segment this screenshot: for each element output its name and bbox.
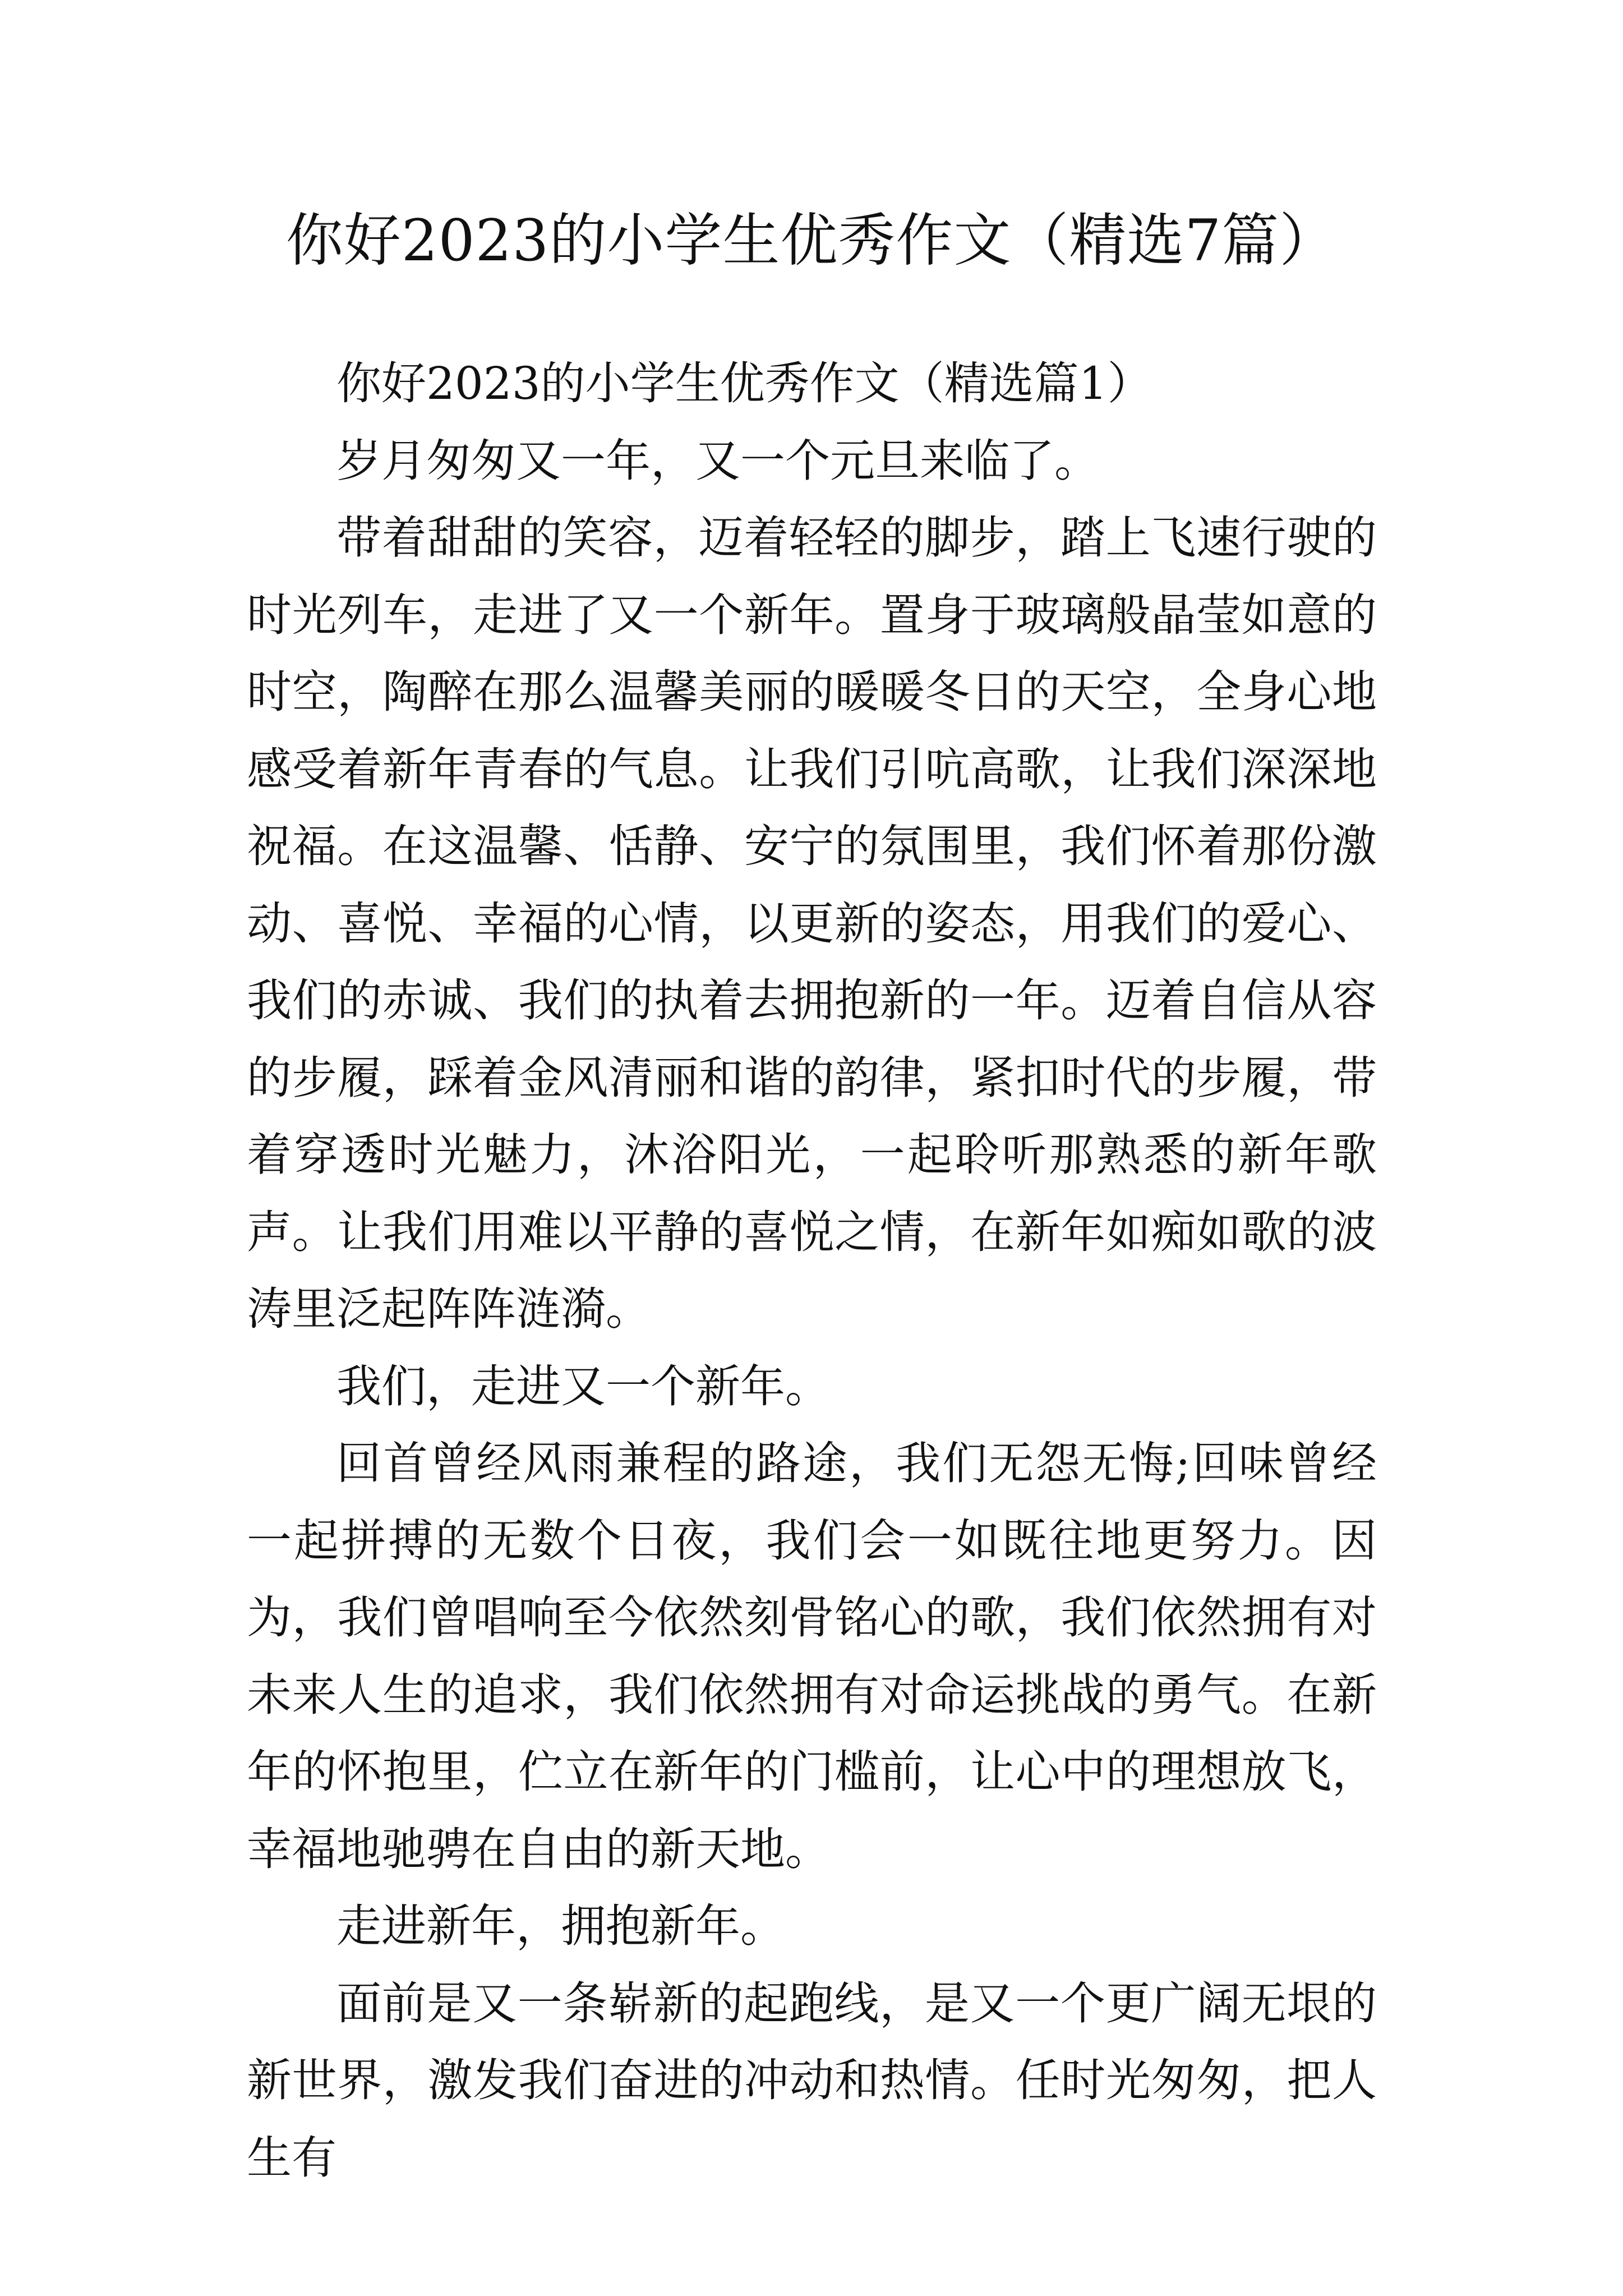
section-heading: 你好2023的小学生优秀作文（精选篇1） xyxy=(336,357,1152,409)
paragraph: 面前是又一条崭新的起跑线，是又一个更广阔无垠的新世界，激发我们奋进的冲动和热情。任时光匆匆，把人生有 xyxy=(247,1977,1377,2184)
paragraph: 回首曾经风雨兼程的路途，我们无怨无悔;回味曾经一起拼搏的无数个日夜，我们会一如既往地更努力。因为，我们曾唱响至今依然刻骨铭心的歌，我们依然拥有对未来人生的追求，我们依然拥有对命运挑战的勇气。在新年的怀抱里，伫立在新年的门槛前，让心中的理想放飞，幸福地驰骋在自由的新天地。 xyxy=(247,1437,1377,1875)
document-title: 你好2023的小学生优秀作文（精选7篇） xyxy=(285,208,1338,274)
document-body xyxy=(247,345,1377,2196)
paragraph: 带着甜甜的笑容，迈着轻轻的脚步，踏上飞速行驶的时光列车，走进了又一个新年。置身于玻璃般晶莹如意的时空，陶醉在那么温馨美丽的暖暖冬日的天空，全身心地感受着新年青春的气息。让我们引吭高歌，让我们深深地祝福。在这温馨、恬静、安宁的氛围里，我们怀着那份激动、喜悦、幸福的心情，以更新的姿态，用我们的爱心、我们的赤诚、我们的执着去拥抱新的一年。迈着自信从容的步履，踩着金风清丽和谐的韵律，紧扣时代的步履，带着穿透时光魅力，沐浴阳光，一起聆听那熟悉的新年歌声。让我们用难以平静的喜悦之情，在新年如痴如歌的波涛里泛起阵阵涟漪。 xyxy=(247,512,1377,1335)
paragraph: 走进新年，拥抱新年。 xyxy=(336,1900,785,1952)
paragraph: 岁月匆匆又一年，又一个元旦来临了。 xyxy=(336,434,1099,487)
paragraph: 我们，走进又一个新年。 xyxy=(336,1360,830,1412)
